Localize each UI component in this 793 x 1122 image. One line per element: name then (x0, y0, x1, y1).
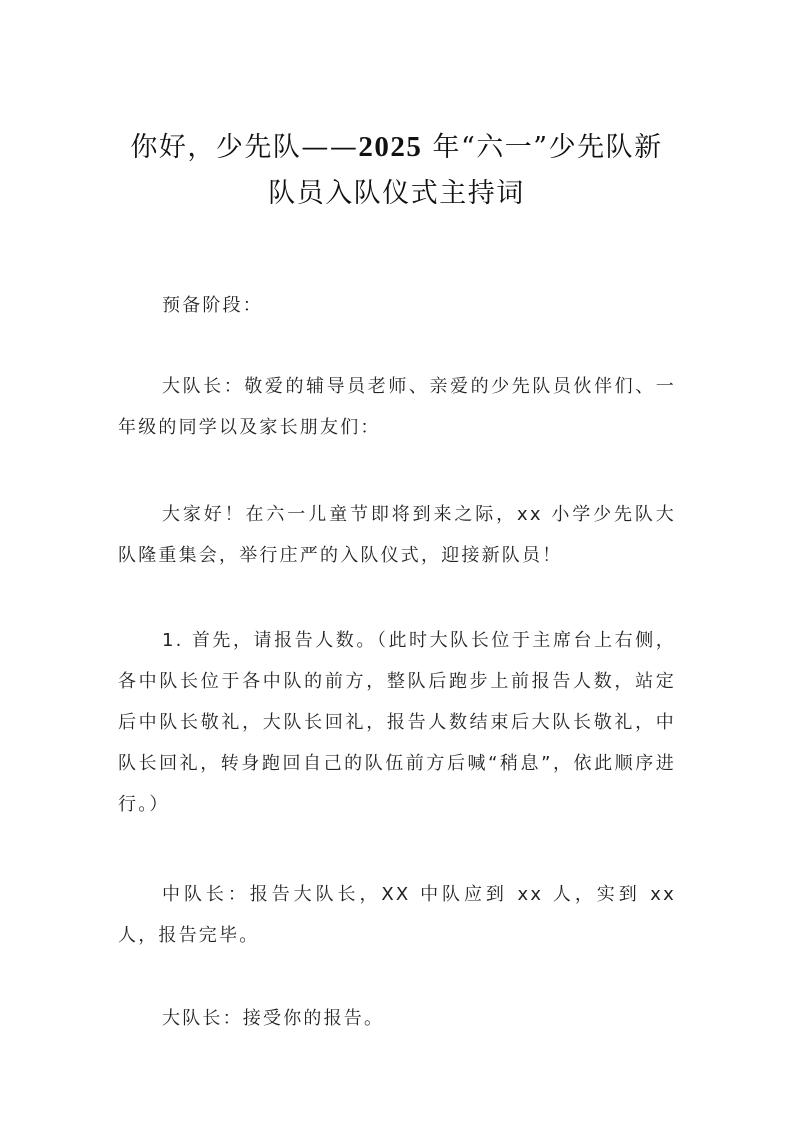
paragraph-captain-greeting: 大队长：敬爱的辅导员老师、亲爱的少先队员伙伴们、一年级的同学以及家长朋友们： (118, 376, 676, 438)
title-line2: 队员入队仪式主持词 (268, 178, 525, 209)
title-line1-prefix: 你好，少先队—— (130, 132, 359, 163)
paragraph-welcome: 大家好！在六一儿童节即将到来之际，xx 小学少先队大队隆重集会，举行庄严的入队仪式，迎接新队员！ (118, 504, 676, 566)
paragraph-captain-accept: 大队长：接受你的报告。 (162, 1008, 385, 1029)
title-line1-suffix: 年“六一”少先队新 (422, 132, 663, 163)
title-year: 2025 (358, 131, 423, 163)
paragraph-prep-stage: 预备阶段： (162, 295, 263, 316)
paragraph-step-1-report: 1. 首先，请报告人数。（此时大队长位于主席台上右侧，各中队长位于各中队的前方，整队后跑步上前报告人数，站定后中队长敬礼，大队长回礼，报告人数结束后大队长敬礼，中队长回礼，转身跑回自己的队伍前方后喊“稍息”，依此顺序进行。） (118, 630, 676, 815)
document-title (100, 124, 693, 217)
paragraph-squad-leader-report: 中队长：报告大队长，XX 中队应到 xx 人，实到 xx 人，报告完毕。 (118, 884, 676, 946)
